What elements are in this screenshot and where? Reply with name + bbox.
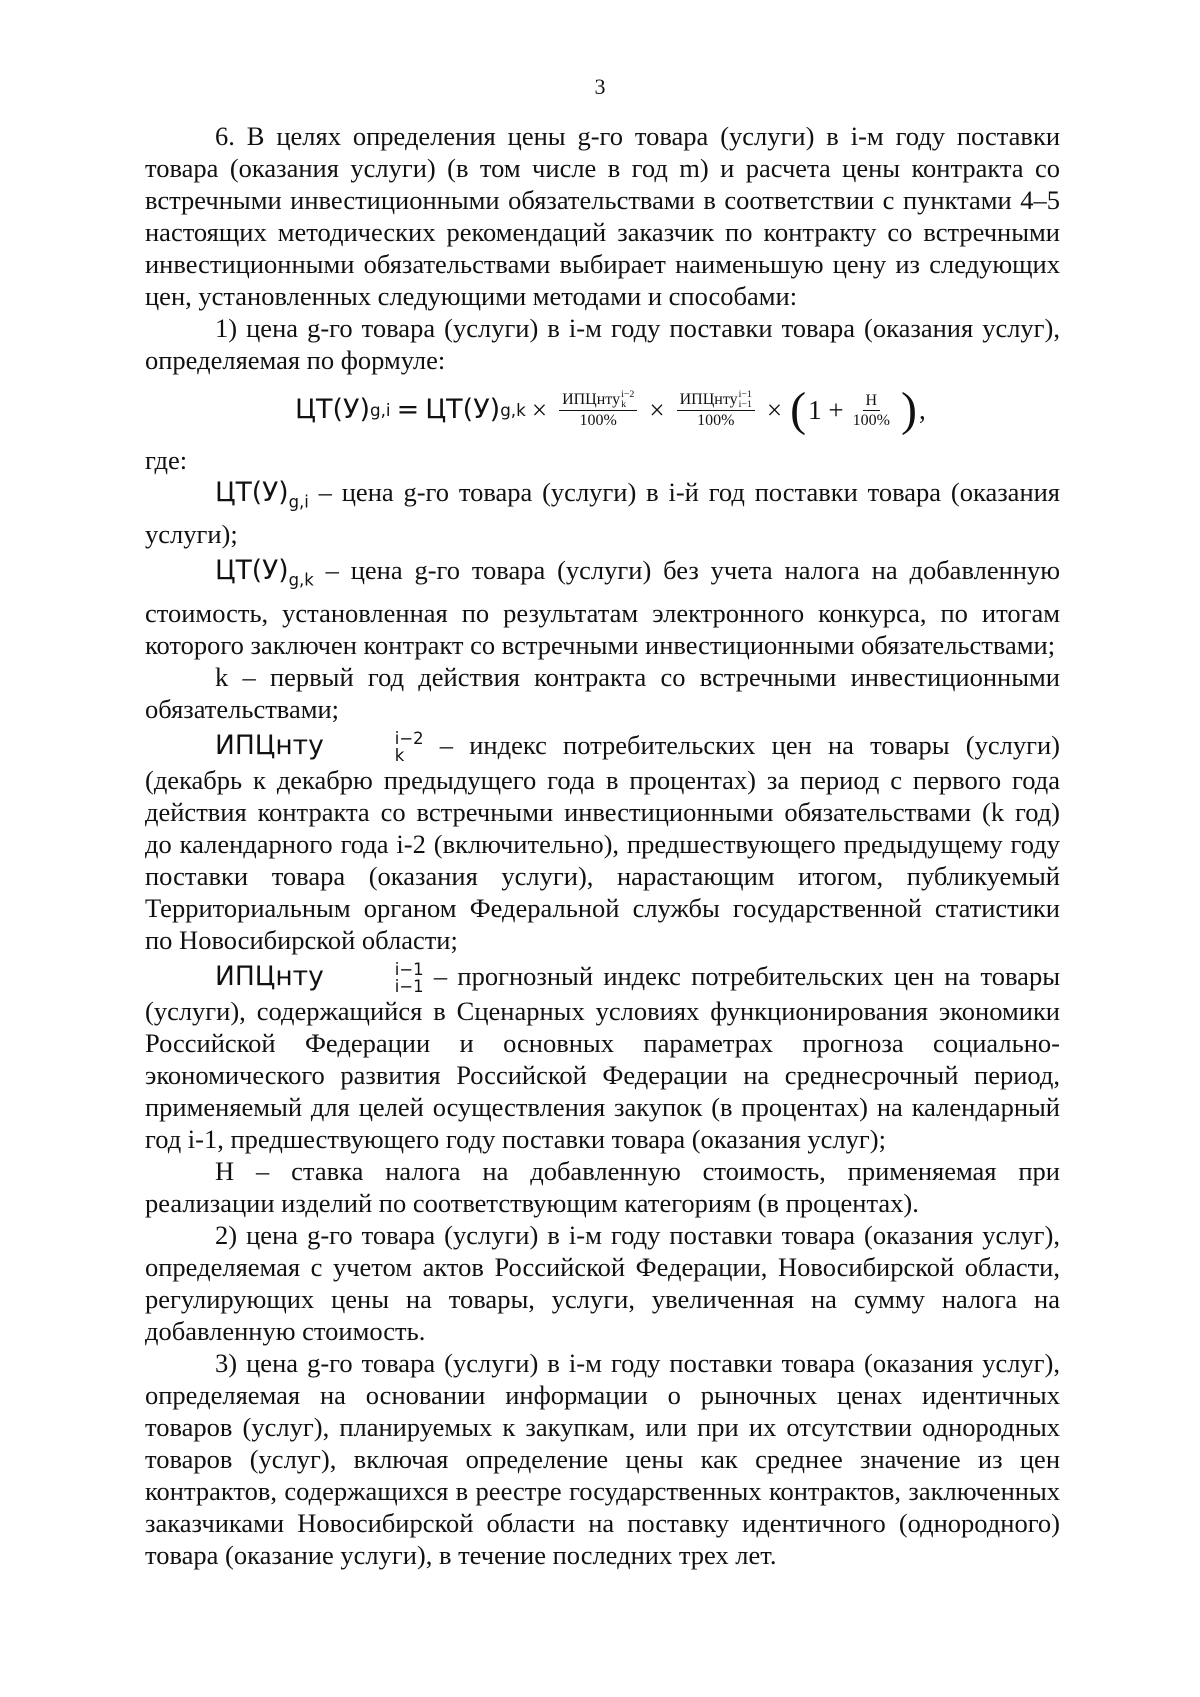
definition-ct-gi-symbol: ЦТ(У) [215,477,289,508]
fraction-ipc-2-num: ИПЦнту [679,390,738,408]
formula-rhs-sub: g,k [500,400,526,420]
fraction-ipc-2-sub: i−1 [738,399,752,411]
fraction-vat [850,391,893,430]
definition-ipc-1-sub: k [394,745,405,765]
item-1: 1) цена g-го товара (услуги) в i-м году поставки товара (оказания услуг), определяемая по формуле: [145,313,1060,375]
fraction-ipc-2-sup: i−1 [738,389,752,401]
definition-ct-gk-sub: g,k [288,570,314,590]
definition-ipc-2-sup: i−1 [394,960,424,980]
definition-ipc-2-symbol: ИПЦнту [215,960,324,992]
formula-trailing-comma: , [918,395,926,425]
formula-times-1: × [531,395,548,425]
definition-k: k – первый год действия контракта со встречными инвестиционными обязательствами; [145,661,1060,724]
definition-ipc-1-symbol: ИПЦнту [215,729,324,761]
price-formula [145,378,1060,440]
fraction-ipc-2-den: 100% [697,412,735,430]
fraction-ipc-1-sub: k [621,399,627,411]
definition-ct-gk-text: – цена g-го товара (услуги) без учета налога на добавленную стоимость, установленная по результатам электронного конкурса, по итогам которого заключен контракт со встречными инвестиционными обязательствами; [145,555,1060,660]
formula-times-3: × [766,395,783,425]
item-2: 2) цена g-го товара (услуги) в i-м году поставки товара (оказания услуг), определяемая с учетом актов Российской Федерации, Новосибирской области, регулирующих цены на товары, услуги, увеличенная на сумму налога на добавленную стоимость. [145,1220,1060,1347]
definition-ct-gk-symbol: ЦТ(У) [215,555,289,587]
definition-ipc-1-text: – индекс потребительских цен на товары (услуги) (декабрь к декабрю предыдущего года в процентах) за период с первого года действия контракта со встречными инвестиционными обязательствами (k год) до календарного года i-2 (включительно), предшествующего предыдущему году поставки товара (оказания услуги), нарастающим итогом, публикуемый Территориальным органом Федеральной службы государственной статистики по Новосибирской области; [145,729,1060,955]
paragraph-6: 6. В целях определения цены g-го товара (услуги) в i-м году поставки товара (оказания услуги) (в том числе в год m) и расчета цены контракта со встречными инвестиционными обязательствами в соответствии с пунктами 4–5 настоящих методических рекомендаций заказчик по контракту со встречными инвестиционными обязательствами выбирает наименьшую цену из следующих цен, установленных следующими методами и способами: [145,121,1060,311]
where-label: где: [145,445,188,475]
fraction-vat-num: Н [863,391,881,411]
formula-times-2: × [649,395,665,425]
left-paren: ( [790,383,807,436]
definition-ct-gi-sub: g,i [288,492,309,512]
fraction-vat-den: 100% [852,411,890,429]
definition-ipc-2-text: – прогнозный индекс потребительских цен на товары (услуги), содержащийся в Сценарных условиях функционирования экономики Российской Федерации и основных параметрах прогноза социально-экономического развития Российской Федерации на среднесрочный период, применяемый для целей осуществления закупок (в процентах) на календарный год i-1, предшествующего году поставки товара (оказания услуг); [145,960,1060,1155]
fraction-ipc-1 [559,390,637,430]
fraction-ipc-2 [677,390,755,430]
definition-ipc-1-sup: i−2 [394,729,424,749]
definition-ipc-2-sub: i−1 [394,976,424,996]
fraction-ipc-1-num: ИПЦнту [562,390,621,408]
definition-h: Н – ставка налога на добавленную стоимость, применяемая при реализации изделий по соответствующим категориям (в процентах). [145,1156,1060,1219]
page-number: 3 [594,74,606,99]
definition-ipc-1 [145,729,1060,956]
definition-ct-gi [145,476,1060,550]
right-paren: ) [900,383,917,436]
formula-equals: = [396,394,420,425]
definition-ct-gi-text: – цена g-го товара (услуги) в i-й год поставки товара (оказания услуги); [145,477,1060,550]
formula-lhs-sub: g,i [369,400,391,420]
formula-rhs: ЦТ(У) [425,394,501,425]
definition-ipc-2 [145,960,1060,1155]
fraction-ipc-1-den: 100% [579,412,617,430]
fraction-ipc-1-sup: i−2 [621,389,635,401]
item-3: 3) цена g-го товара (услуги) в i-м году поставки товара (оказания услуг), определяемая на основании информации о рыночных ценах идентичных товаров (услуг), планируемых к закупкам, или при их отсутствии однородных товаров (услуг), включая определение цены как среднее значение из цен контрактов, содержащихся в реестре государственных контрактов, заключенных заказчиками Новосибирской области на поставку идентичного (однородного) товара (оказание услуги), в течение последних трех лет. [145,1348,1060,1571]
definition-ct-gk [145,554,1060,660]
document-body [145,120,1060,1571]
formula-one-plus: 1 + [808,395,844,425]
formula-lhs: ЦТ(У) [295,394,370,425]
